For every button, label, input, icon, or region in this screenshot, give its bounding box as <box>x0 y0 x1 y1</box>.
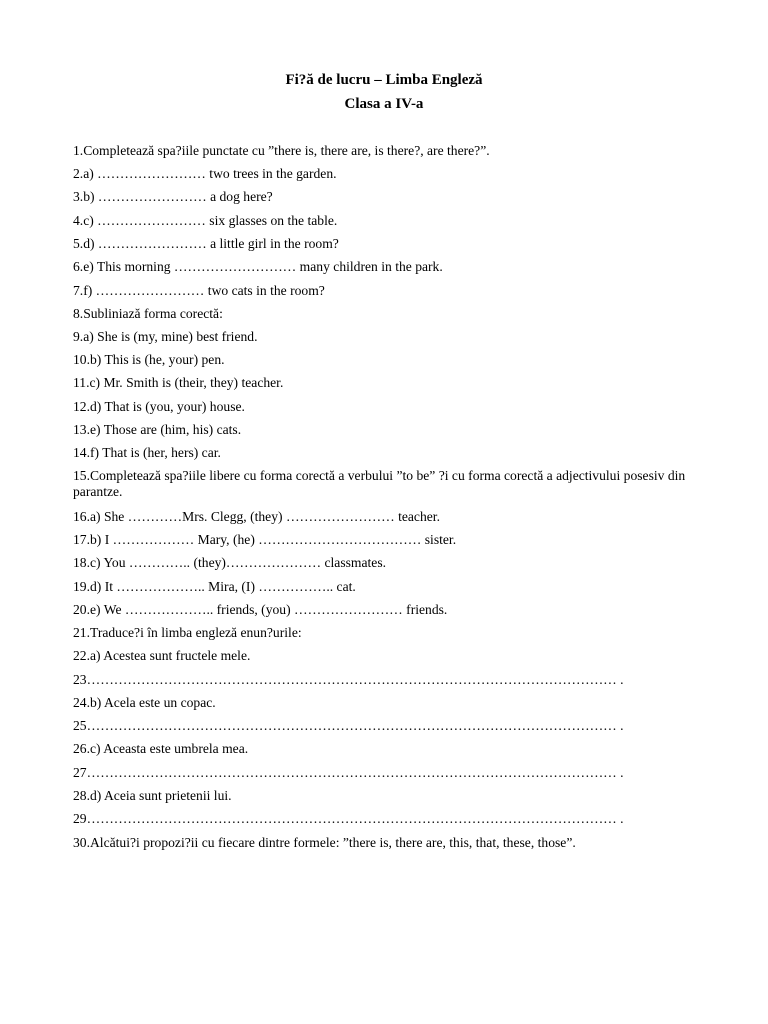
exercise-line: 12.d) That is (you, your) house. <box>73 399 245 414</box>
exercise-2-instruction: 8.Subliniază forma corectă: <box>73 306 223 321</box>
answer-line: 23……………………………………………………………………………………………………… . <box>73 672 624 687</box>
exercise-1-instruction: 1.Completează spa?iile punctate cu ”there is, there are, is there?, are there?”. <box>73 143 490 158</box>
exercise-line: 18.c) You ………….. (they)………………… classmates. <box>73 555 387 570</box>
exercise-line: 22.a) Acestea sunt fructele mele. <box>73 648 251 663</box>
exercise-line: 26.c) Aceasta este umbrela mea. <box>73 741 249 756</box>
exercise-line: 24.b) Acela este un copac. <box>73 695 216 710</box>
exercise-line: 7.f) …………………… two cats in the room? <box>73 283 325 298</box>
exercise-line: 2.a) …………………… two trees in the garden. <box>73 166 337 181</box>
exercise-line: 13.e) Those are (him, his) cats. <box>73 422 242 437</box>
exercise-3-instruction: 15.Completează spa?iile libere cu forma corectă a verbului ”to be” ?i cu forma corectă a adjectivului posesiv din parantze. <box>73 468 686 499</box>
exercise-line: 17.b) I ……………… Mary, (he) ……………………………… sister. <box>73 532 457 547</box>
exercise-line: 19.d) It ……………….. Mira, (I) …………….. cat. <box>73 579 356 594</box>
exercise-line: 10.b) This is (he, your) pen. <box>73 352 225 367</box>
answer-line: 27……………………………………………………………………………………………………… . <box>73 765 624 780</box>
page-subtitle: Clasa a IV-a <box>344 96 424 112</box>
exercise-line: 11.c) Mr. Smith is (their, they) teacher. <box>73 375 284 390</box>
page-title: Fi?ă de lucru – Limba Engleză <box>285 72 483 88</box>
exercise-4-instruction: 21.Traduce?i în limba engleză enun?urile: <box>73 625 302 640</box>
exercise-line: 3.b) …………………… a dog here? <box>73 189 273 204</box>
answer-line: 25……………………………………………………………………………………………………… . <box>73 718 624 733</box>
exercise-line: 14.f) That is (her, hers) car. <box>73 445 221 460</box>
exercise-line: 5.d) …………………… a little girl in the room? <box>73 236 339 251</box>
exercise-line: 9.a) She is (my, mine) best friend. <box>73 329 258 344</box>
answer-line: 29……………………………………………………………………………………………………… . <box>73 811 624 826</box>
exercise-5-instruction: 30.Alcătui?i propozi?ii cu fiecare dintre formele: ”there is, there are, this, that, these, those”. <box>73 835 576 850</box>
exercise-line: 6.e) This morning ……………………… many children in the park. <box>73 259 443 274</box>
exercise-line: 28.d) Aceia sunt prietenii lui. <box>73 788 232 803</box>
exercise-line: 4.c) …………………… six glasses on the table. <box>73 213 338 228</box>
exercise-line: 16.a) She …………Mrs. Clegg, (they) …………………… teacher. <box>73 509 440 524</box>
exercise-line: 20.e) We ……………….. friends, (you) …………………… friends. <box>73 602 448 617</box>
